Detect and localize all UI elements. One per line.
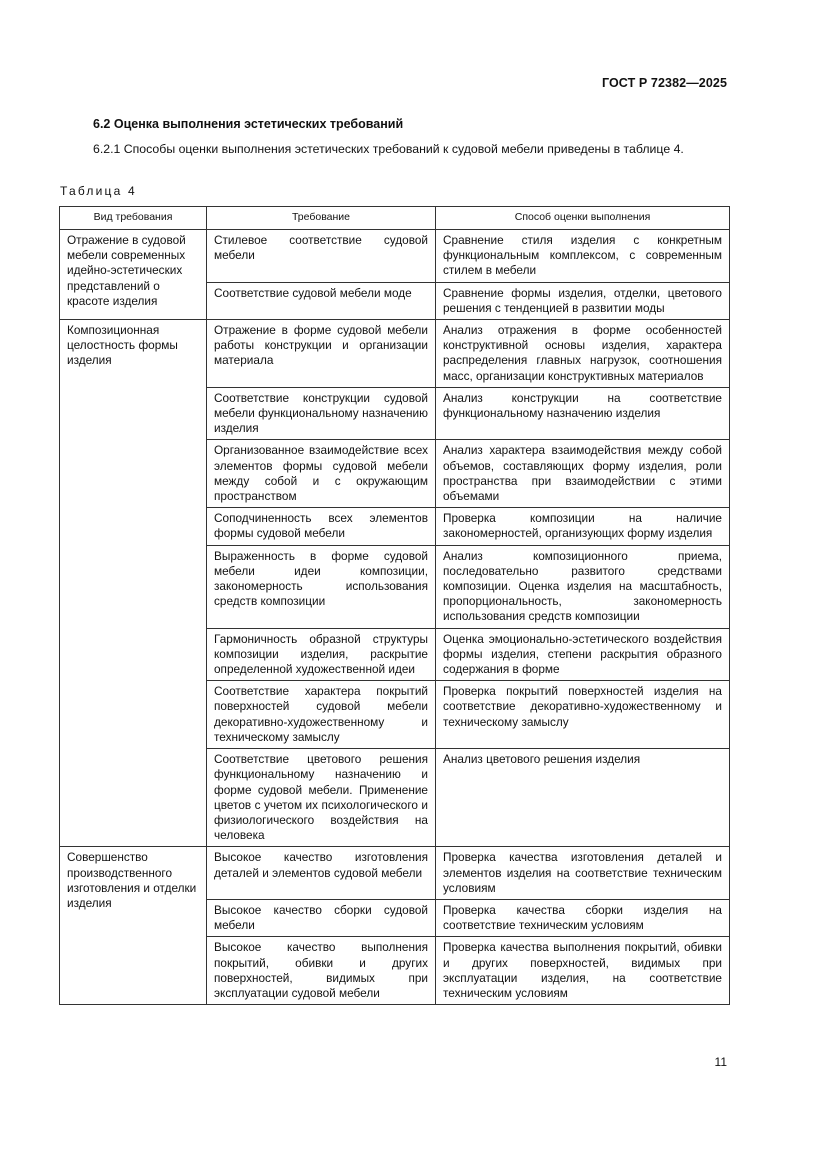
doc-header: ГОСТ Р 72382—2025: [601, 76, 727, 90]
column-header-method: Способ оценки выполнения: [436, 207, 730, 230]
requirement-cell: Высокое качество сборки судовой мебели: [207, 899, 436, 936]
requirement-cell: Соответствие конструкции судовой мебели функциональному назначению изделия: [207, 387, 436, 440]
intro-paragraph: 6.2.1 Способы оценки выполнения эстетических требований к судовой мебели приведены в таблице 4.: [93, 142, 684, 156]
section-title: 6.2 Оценка выполнения эстетических требований: [93, 117, 404, 131]
requirement-cell: Стилевое соответствие судовой мебели: [207, 230, 436, 283]
method-cell: Анализ композиционного приема, последовательно развитого средствами композиции. Оценка изделия на масштабность, пропорциональность, закономерность использования средств композиции: [436, 545, 730, 628]
requirement-cell: Соответствие характера покрытий поверхностей судовой мебели декоративно-художественному и техническому замыслу: [207, 681, 436, 749]
method-cell: Анализ цветового решения изделия: [436, 749, 730, 847]
method-cell: Проверка качества изготовления деталей и элементов изделия на соответствие техническим условиям: [436, 847, 730, 900]
column-header-requirement: Требование: [207, 207, 436, 230]
table-row: [60, 847, 730, 900]
requirement-cell: Организованное взаимодействие всех элементов формы судовой мебели между собой и с окружающим пространством: [207, 440, 436, 508]
requirement-cell: Соответствие цветового решения функциональному назначению и форме судовой мебели. Применение цветов с учетом их психологического и физиологического воздействия на человека: [207, 749, 436, 847]
method-cell: Анализ отражения в форме особенностей конструктивной основы изделия, характера распределения главных нагрузок, соотношения масс, организации конструктивных материалов: [436, 320, 730, 388]
table-caption: Таблица 4: [60, 184, 137, 198]
page-number: 11: [714, 1055, 727, 1069]
method-cell: Оценка эмоционально-эстетического воздействия формы изделия, степени раскрытия образного содержания в форме: [436, 628, 730, 681]
requirement-cell: Высокое качество выполнения покрытий, обивки и других поверхностей, видимых при эксплуатации судовой мебели: [207, 937, 436, 1005]
method-cell: Сравнение формы изделия, отделки, цветового решения с тенденцией в развитии моды: [436, 282, 730, 319]
method-cell: Анализ конструкции на соответствие функциональному назначению изделия: [436, 387, 730, 440]
requirement-cell: Соподчиненность всех элементов формы судовой мебели: [207, 508, 436, 545]
requirements-table: [59, 206, 730, 1005]
table-row: [60, 230, 730, 283]
requirement-cell: Высокое качество изготовления деталей и элементов судовой мебели: [207, 847, 436, 900]
table-header-row: [60, 207, 730, 230]
requirement-cell: Выраженность в форме судовой мебели идеи композиции, закономерность использования средств композиции: [207, 545, 436, 628]
method-cell: Проверка композиции на наличие закономерностей, организующих форму изделия: [436, 508, 730, 545]
requirement-cell: Гармоничность образной структуры композиции изделия, раскрытие определенной художественной идеи: [207, 628, 436, 681]
method-cell: Сравнение стиля изделия с конкретным функциональным комплексом, с современным стилем в мебели: [436, 230, 730, 283]
table-row: [60, 320, 730, 388]
requirement-kind-cell: Совершенство производственного изготовления и отделки изделия: [60, 847, 207, 1005]
requirement-cell: Соответствие судовой мебели моде: [207, 282, 436, 319]
method-cell: Анализ характера взаимодействия между собой объемов, составляющих форму изделия, роли пространства при взаимодействии с этими объемами: [436, 440, 730, 508]
column-header-kind: Вид требования: [60, 207, 207, 230]
requirement-kind-cell: Композиционная целостность формы изделия: [60, 320, 207, 847]
method-cell: Проверка качества сборки изделия на соответствие техническим условиям: [436, 899, 730, 936]
method-cell: Проверка покрытий поверхностей изделия на соответствие декоративно-художественному и техническому замыслу: [436, 681, 730, 749]
requirement-kind-cell: Отражение в судовой мебели современных идейно-эстетических представлений о красоте изделия: [60, 230, 207, 320]
requirement-cell: Отражение в форме судовой мебели работы конструкции и организации материала: [207, 320, 436, 388]
method-cell: Проверка качества выполнения покрытий, обивки и других поверхностей, видимых при эксплуатации изделия, на соответствие техническим условиям: [436, 937, 730, 1005]
